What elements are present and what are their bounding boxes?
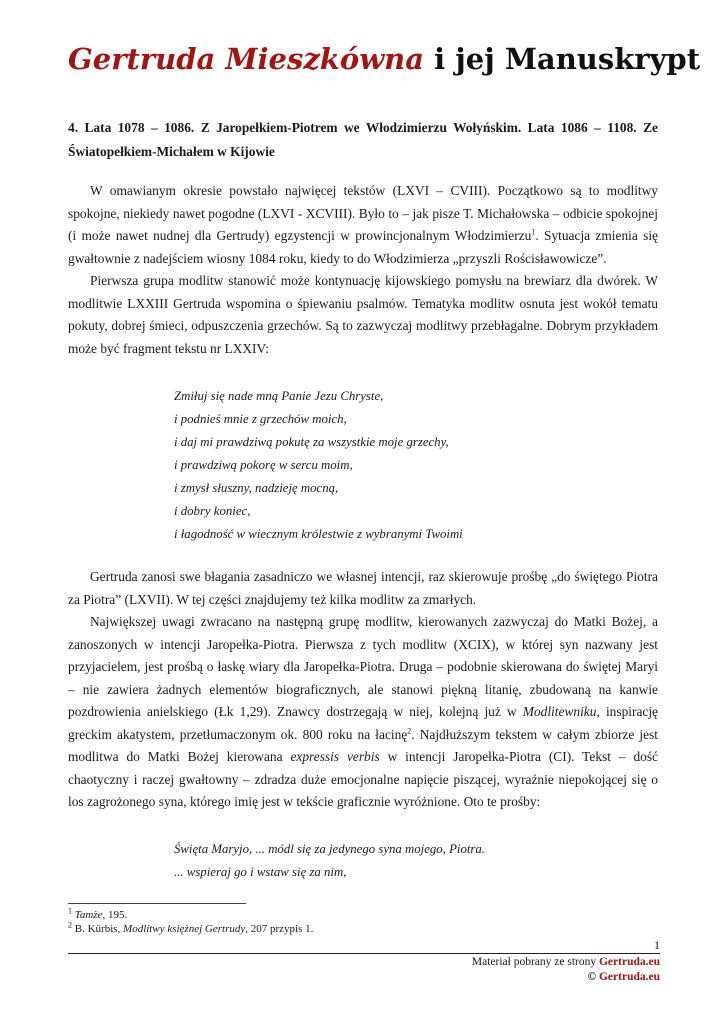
document-title [68, 40, 701, 78]
footnote-1-mark: 1 [68, 906, 72, 916]
paragraph-1-text: W omawianym okresie powstało najwięcej tekstów (LXVI – CVIII). Początkowo są to modlitwy spokojne, niekiedy nawet pogodne (LXVI - XCVIII). Było to – jak pisze T. Michałowska – odbicie spokojnej (i może nawet nudnej dla Gertrudy) egzystencji w prowincjonalnym Włodzimierzu [68, 183, 658, 243]
paragraph-4-text-2: , inspirację greckim akatystem, przetłumaczonym ok. 800 roku na łacinę [68, 704, 658, 742]
quote-line: i prawdziwą pokorę w sercu moim, [174, 458, 353, 472]
quote-line: ... wspieraj go i wstaw się za nim, [174, 865, 347, 879]
body-middle [68, 566, 658, 814]
quote-line: Zmiłuj się nade mną Panie Jezu Chryste, [174, 389, 384, 403]
paragraph-1 [68, 180, 658, 270]
body-top [68, 180, 658, 360]
quote-block-1 [174, 385, 658, 546]
footnote-2-author: B. Kürbis, [72, 923, 124, 935]
footnote-2 [68, 922, 658, 936]
footnote-divider [68, 903, 246, 904]
title-rest: i jej Manuskrypt [434, 42, 701, 76]
paragraph-4-text-3: . Najdłuższym tekstem w całym zbiorze jest modlitwa do Matki Bożej kierowana [68, 726, 659, 764]
quote-line: i łagodność w wiecznym królestwie z wybranymi Twoimi [174, 527, 463, 541]
paragraph-4-text-4: w intencji Jaropełka-Piotra (CI). Tekst – dość chaotyczny i raczej gwałtowny – zdradza duże emocjonalne napięcie piszącej, wyraźnie niepokojącej się o los zagrożonego syna, którego imię jest w tekście graficznie wyróżnione. Oto te prośby: [68, 749, 659, 809]
page-number: 1 [654, 938, 660, 952]
book-title-italic: Modlitewniku [522, 704, 597, 719]
section-heading: 4. Lata 1078 – 1086. Z Jaropełkiem-Piotrem we Włodzimierzu Wołyńskim. Lata 1086 – 1108. Ze Światopełkiem-Michałem w Kijowie [68, 120, 658, 159]
footer-source-line [360, 955, 660, 970]
quote-block-2 [174, 838, 658, 884]
footer-copyright-link[interactable]: Gertruda.eu [598, 971, 660, 983]
quote-line: i dobry koniec, [174, 504, 251, 518]
footnote-1-text: , 195. [102, 909, 128, 921]
quote-line: i zmysł słuszny, nadzieję mocną, [174, 481, 339, 495]
copyright-symbol: © [587, 971, 599, 983]
footnotes [68, 908, 658, 936]
footer-source-link[interactable]: Gertruda.eu [598, 956, 660, 968]
footnote-1 [68, 908, 658, 922]
footer-divider [68, 953, 660, 954]
footnote-2-text: , 207 przypis 1. [245, 923, 314, 935]
quote-line: Święta Maryjo, ... módl się za jedynego syna mojego, Piotra. [174, 842, 485, 856]
paragraph-4-text: Największej uwagi zwracano na następną grupę modlitw, kierowanych zazwyczaj do Matki Bożej, a zanoszonych w intencji Jaropełka-Piotra. Pierwsza z tych modlitw (XCIX), w której syn nazwany jest przyjacielem, jest prośbą o łaskę wiary dla Jaropełka-Piotra. Druga – podobnie skierowana do świętej Maryi – nie zawiera żadnych elementów biograficznych, ale stanowi piękną litanię, zbudowaną na kanwie pozdrowienia anielskiego (Łk 1,29). Znawcy dostrzegają w niej, kolejną już w [68, 614, 658, 719]
footnote-2-mark: 2 [68, 920, 72, 930]
title-name: Gertruda Mieszkówna [68, 42, 425, 76]
footnote-ref-2[interactable]: 2 [407, 726, 412, 736]
quote-line: i daj mi prawdziwą pokutę za wszystkie moje grzechy, [174, 435, 449, 449]
footnote-1-italic: Tamże [74, 909, 103, 921]
latin-phrase-italic: expressis verbis [290, 749, 380, 764]
footnote-ref-1[interactable]: 1 [531, 227, 536, 237]
footer [360, 955, 660, 985]
paragraph-4 [68, 611, 658, 814]
footnote-2-italic: Modlitwy księżnej Gertrudy [123, 923, 246, 935]
paragraph-2: Pierwsza grupa modlitw stanowić może kontynuację kijowskiego pomysłu na brewiarz dla dwórek. W modlitwie LXXIII Gertruda wspomina o śpiewaniu psalmów. Tematyka modlitw osnuta jest wokół tematu pokuty, dobrej śmieci, odpuszczenia grzechów. Są to zazwyczaj modlitwy przebłagalne. Dobrym przykładem może być fragment tekstu nr LXXIV: [68, 273, 658, 356]
footer-copyright-line [360, 970, 660, 985]
footer-source-text: Materiał pobrany ze strony [471, 956, 599, 968]
quote-line: i podnieś mnie z grzechów moich, [174, 412, 347, 426]
paragraph-3: Gertruda zanosi swe błagania zasadniczo we własnej intencji, raz skierowuje prośbę „do świętego Piotra za Piotra” (LXVII). W tej części znajdujemy też kilka modlitw za zmarłych. [68, 569, 658, 607]
paragraph-1-text-end: . Sytuacja zmienia się gwałtownie z nadejściem wiosny 1084 roku, kiedy to do Włodzimierza „przyszli Rościsławowicze”. [68, 228, 658, 266]
